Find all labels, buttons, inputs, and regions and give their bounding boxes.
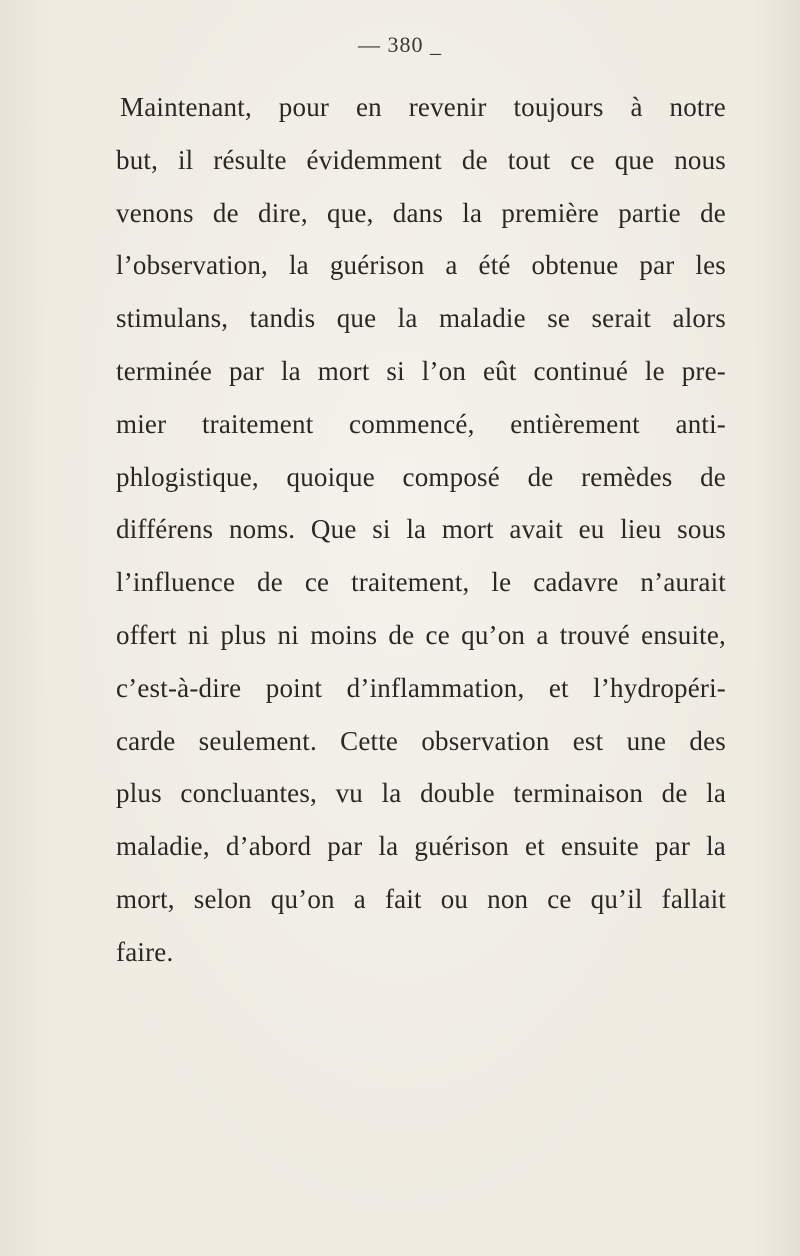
text-line: stimulans, tandis que la maladie se serait alors (116, 303, 726, 334)
text-line: terminée par la mort si l’on eût continué le pre- (116, 355, 726, 386)
text-line: mort, selon qu’on a fait ou non ce qu’il fallait (116, 883, 726, 914)
text-line: venons de dire, que, dans la première partie de (116, 197, 726, 228)
text-line: maladie, d’abord par la guérison et ensuite par la (116, 831, 726, 862)
text-line: différens noms. Que si la mort avait eu lieu sous (116, 514, 726, 545)
body-paragraph (116, 84, 726, 982)
text-line: l’influence de ce traitement, le cadavre n’aurait (116, 567, 726, 598)
text-line: but, il résulte évidemment de tout ce que nous (116, 144, 726, 175)
page-number: — 380 _ (358, 32, 442, 57)
text-line: faire. (116, 936, 174, 967)
text-line: c’est-à-dire point d’inflammation, et l’hydropéri- (116, 672, 726, 703)
text-line: phlogistique, quoique composé de remèdes de (116, 461, 726, 492)
text-line: mier traitement commencé, entièrement anti- (116, 408, 726, 439)
text-line: carde seulement. Cette observation est une des (116, 725, 726, 756)
text-line: plus concluantes, vu la double terminaison de la (116, 778, 726, 809)
text-line: offert ni plus ni moins de ce qu’on a trouvé ensuite, (116, 619, 726, 650)
text-line: Maintenant, pour en revenir toujours à notre (120, 92, 726, 122)
text-line: l’observation, la guérison a été obtenue par les (116, 250, 726, 281)
